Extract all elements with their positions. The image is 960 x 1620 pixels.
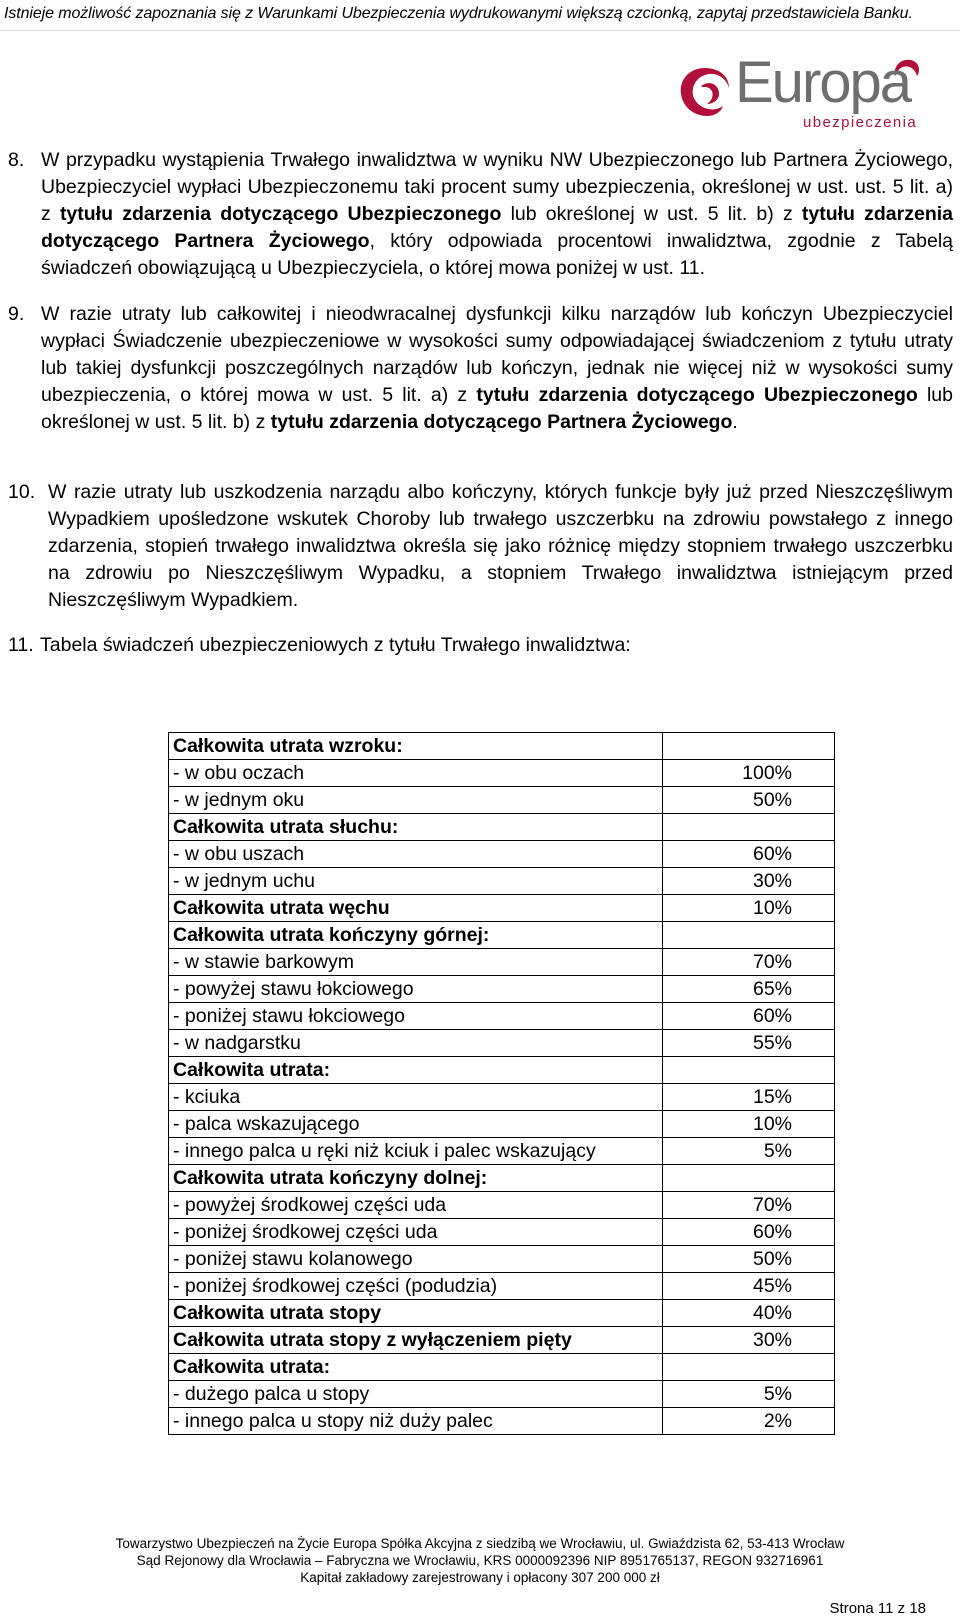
footer-registry: Sąd Rejonowy dla Wrocławia – Fabryczna we Wrocławiu, KRS 0000092396 NIP 8951765137, REGON 932716961 — [136, 1553, 824, 1568]
benefit-label: Całkowita utrata: — [169, 1057, 663, 1084]
paragraph-number: 8. — [8, 149, 25, 171]
table-row — [169, 1030, 835, 1057]
table-row — [169, 1057, 835, 1084]
footer-capital: Kapitał zakładowy zarejestrowany i opłacony 307 200 000 zł — [300, 1570, 660, 1585]
table-row — [169, 1165, 835, 1192]
table-row — [169, 922, 835, 949]
table-row — [169, 1084, 835, 1111]
benefit-percent — [663, 922, 835, 949]
table-row — [169, 760, 835, 787]
benefit-percent — [663, 733, 835, 760]
benefit-percent: 70% — [663, 1192, 835, 1219]
benefits-table — [168, 732, 835, 1435]
benefit-percent — [663, 814, 835, 841]
bold-phrase: tytułu zdarzenia dotyczącego Ubezpieczonego — [476, 384, 918, 406]
notice-bar — [0, 0, 960, 31]
table-row — [169, 1111, 835, 1138]
benefit-percent: 15% — [663, 1084, 835, 1111]
bold-phrase: tytułu zdarzenia dotyczącego Partnera Życiowego — [270, 411, 733, 433]
paragraph-body — [41, 301, 953, 436]
table-row — [169, 868, 835, 895]
paragraph-10 — [8, 479, 953, 614]
benefit-percent: 10% — [663, 1111, 835, 1138]
paragraph-body — [40, 632, 953, 659]
benefit-percent: 65% — [663, 976, 835, 1003]
benefit-label: Całkowita utrata wzroku: — [169, 733, 663, 760]
table-row — [169, 814, 835, 841]
benefit-label: - w stawie barkowym — [169, 949, 663, 976]
benefit-percent: 55% — [663, 1030, 835, 1057]
benefit-percent: 5% — [663, 1381, 835, 1408]
benefit-label: - w obu uszach — [169, 841, 663, 868]
benefit-label: - poniżej środkowej części (podudzia) — [169, 1273, 663, 1300]
benefit-percent: 50% — [663, 787, 835, 814]
benefit-percent: 100% — [663, 760, 835, 787]
table-row — [169, 841, 835, 868]
benefit-percent — [663, 1354, 835, 1381]
table-row — [169, 1327, 835, 1354]
logo-emblem-icon — [675, 64, 735, 124]
benefit-percent: 60% — [663, 1219, 835, 1246]
benefit-label: - w nadgarstku — [169, 1030, 663, 1057]
benefit-percent: 30% — [663, 868, 835, 895]
footer-company: Towarzystwo Ubezpieczeń na Życie Europa Spółka Akcyjna z siedzibą we Wrocławiu, ul. Gwiaździsta 62, 53-413 Wrocław — [115, 1536, 845, 1551]
benefit-percent — [663, 1057, 835, 1084]
benefit-percent: 10% — [663, 895, 835, 922]
text-run: , który odpowiada procentowi inwalidztwa, zgodnie z Tabelą świadczeń obowiązującą u Ubezpieczyciela, o której mowa poniżej w ust. 11. — [41, 230, 953, 279]
benefit-percent: 70% — [663, 949, 835, 976]
table-row — [169, 1300, 835, 1327]
paragraph-8 — [8, 147, 953, 282]
paragraph-number: 9. — [8, 303, 25, 325]
benefit-label: Całkowita utrata węchu — [169, 895, 663, 922]
benefit-label: - poniżej środkowej części uda — [169, 1219, 663, 1246]
table-row — [169, 1138, 835, 1165]
logo-subtitle: ubezpieczenia — [803, 114, 918, 131]
notice-text: Istnieje możliwość zapoznania się z Warunkami Ubezpieczenia wydrukowanymi większą czcionką, zapytaj przedstawiciela Banku. — [4, 5, 913, 22]
benefit-label: - kciuka — [169, 1084, 663, 1111]
footer — [0, 1535, 960, 1586]
paragraph-number: 10. — [8, 481, 36, 503]
benefit-label: - poniżej stawu łokciowego — [169, 1003, 663, 1030]
benefit-label: - palca wskazującego — [169, 1111, 663, 1138]
paragraph-body — [41, 147, 953, 282]
table-row — [169, 1354, 835, 1381]
benefit-percent: 40% — [663, 1300, 835, 1327]
benefit-percent: 45% — [663, 1273, 835, 1300]
table-row — [169, 787, 835, 814]
table-row — [169, 949, 835, 976]
logo-wordmark: Europa — [735, 50, 911, 115]
benefit-label: Całkowita utrata kończyny dolnej: — [169, 1165, 663, 1192]
table-row — [169, 733, 835, 760]
page-number: Strona 11 z 18 — [829, 1600, 926, 1617]
paragraph-11 — [8, 632, 953, 659]
table-row — [169, 1003, 835, 1030]
benefit-percent: 2% — [663, 1408, 835, 1435]
benefit-label: Całkowita utrata kończyny górnej: — [169, 922, 663, 949]
table-row — [169, 976, 835, 1003]
text-run: Tabela świadczeń ubezpieczeniowych z tytułu Trwałego inwalidztwa: — [40, 634, 631, 656]
table-row — [169, 895, 835, 922]
text-run: lub określonej w ust. 5 lit. b) z — [501, 203, 802, 225]
text-run: W przypadku wystąpienia Trwałego inwalidztwa w wyniku NW Ubezpieczonego lub Partnera Życiowego, Ubezpieczyciel wypłaci Ubezpieczonemu taki procent sumy ubezpieczenia, określonej w ust. ust. 5 lit. a) z — [41, 149, 953, 225]
benefit-label: - innego palca u stopy niż duży palec — [169, 1408, 663, 1435]
benefit-label: - w jednym oku — [169, 787, 663, 814]
paragraph-number: 11. — [8, 634, 34, 656]
text-run: W razie utraty lub uszkodzenia narządu albo kończyny, których funkcje były już przed Nieszczęśliwym Wypadkiem upośledzone wskutek Choroby lub trwałego uszczerbku na zdrowiu powstałego z innego zdarzenia, stopień trwałego inwalidztwa określa się jako różnicę między stopniem trwałego uszczerbku na zdrowiu po Nieszczęśliwym Wypadku, a stopniem Trwałego inwalidztwa istniejącym przed Nieszczęśliwym Wypadkiem. — [48, 481, 953, 611]
benefit-label: Całkowita utrata słuchu: — [169, 814, 663, 841]
text-run: W razie utraty lub całkowitej i nieodwracalnej dysfunkcji kilku narządów lub kończyn Ubezpieczyciel wypłaci Świadczenie ubezpieczeniowe w wysokości sumy odpowiadającej świadczeniom z tytułu utraty lub takiej dysfunkcji poszczególnych narządów lub kończyn, jednak nie więcej niż w wysokości sumy ubezpieczenia, o której mowa w ust. 5 lit. a) z — [41, 303, 953, 406]
benefit-label: - innego palca u ręki niż kciuk i palec wskazujący — [169, 1138, 663, 1165]
benefit-label: - w obu oczach — [169, 760, 663, 787]
table-row — [169, 1381, 835, 1408]
benefit-percent — [663, 1165, 835, 1192]
benefit-label: Całkowita utrata stopy z wyłączeniem pięty — [169, 1327, 663, 1354]
benefit-percent: 60% — [663, 1003, 835, 1030]
benefit-label: Całkowita utrata: — [169, 1354, 663, 1381]
benefit-label: - powyżej stawu łokciowego — [169, 976, 663, 1003]
benefit-label: - powyżej środkowej części uda — [169, 1192, 663, 1219]
benefit-percent: 30% — [663, 1327, 835, 1354]
bold-phrase: tytułu zdarzenia dotyczącego Partnera Życiowego — [41, 203, 953, 252]
europa-logo — [685, 50, 945, 131]
benefit-label: - poniżej stawu kolanowego — [169, 1246, 663, 1273]
table-row — [169, 1273, 835, 1300]
benefit-percent: 50% — [663, 1246, 835, 1273]
text-run: . — [732, 411, 738, 433]
paragraph-body — [48, 479, 953, 614]
paragraph-9 — [8, 301, 953, 436]
bold-phrase: tytułu zdarzenia dotyczącego Ubezpieczonego — [59, 203, 502, 225]
benefit-percent: 5% — [663, 1138, 835, 1165]
benefit-label: - w jednym uchu — [169, 868, 663, 895]
benefit-label: - dużego palca u stopy — [169, 1381, 663, 1408]
table-row — [169, 1408, 835, 1435]
benefit-percent: 60% — [663, 841, 835, 868]
text-run: lub określonej w ust. 5 lit. b) z — [41, 384, 953, 433]
benefit-label: Całkowita utrata stopy — [169, 1300, 663, 1327]
table-row — [169, 1246, 835, 1273]
table-row — [169, 1219, 835, 1246]
table-row — [169, 1192, 835, 1219]
